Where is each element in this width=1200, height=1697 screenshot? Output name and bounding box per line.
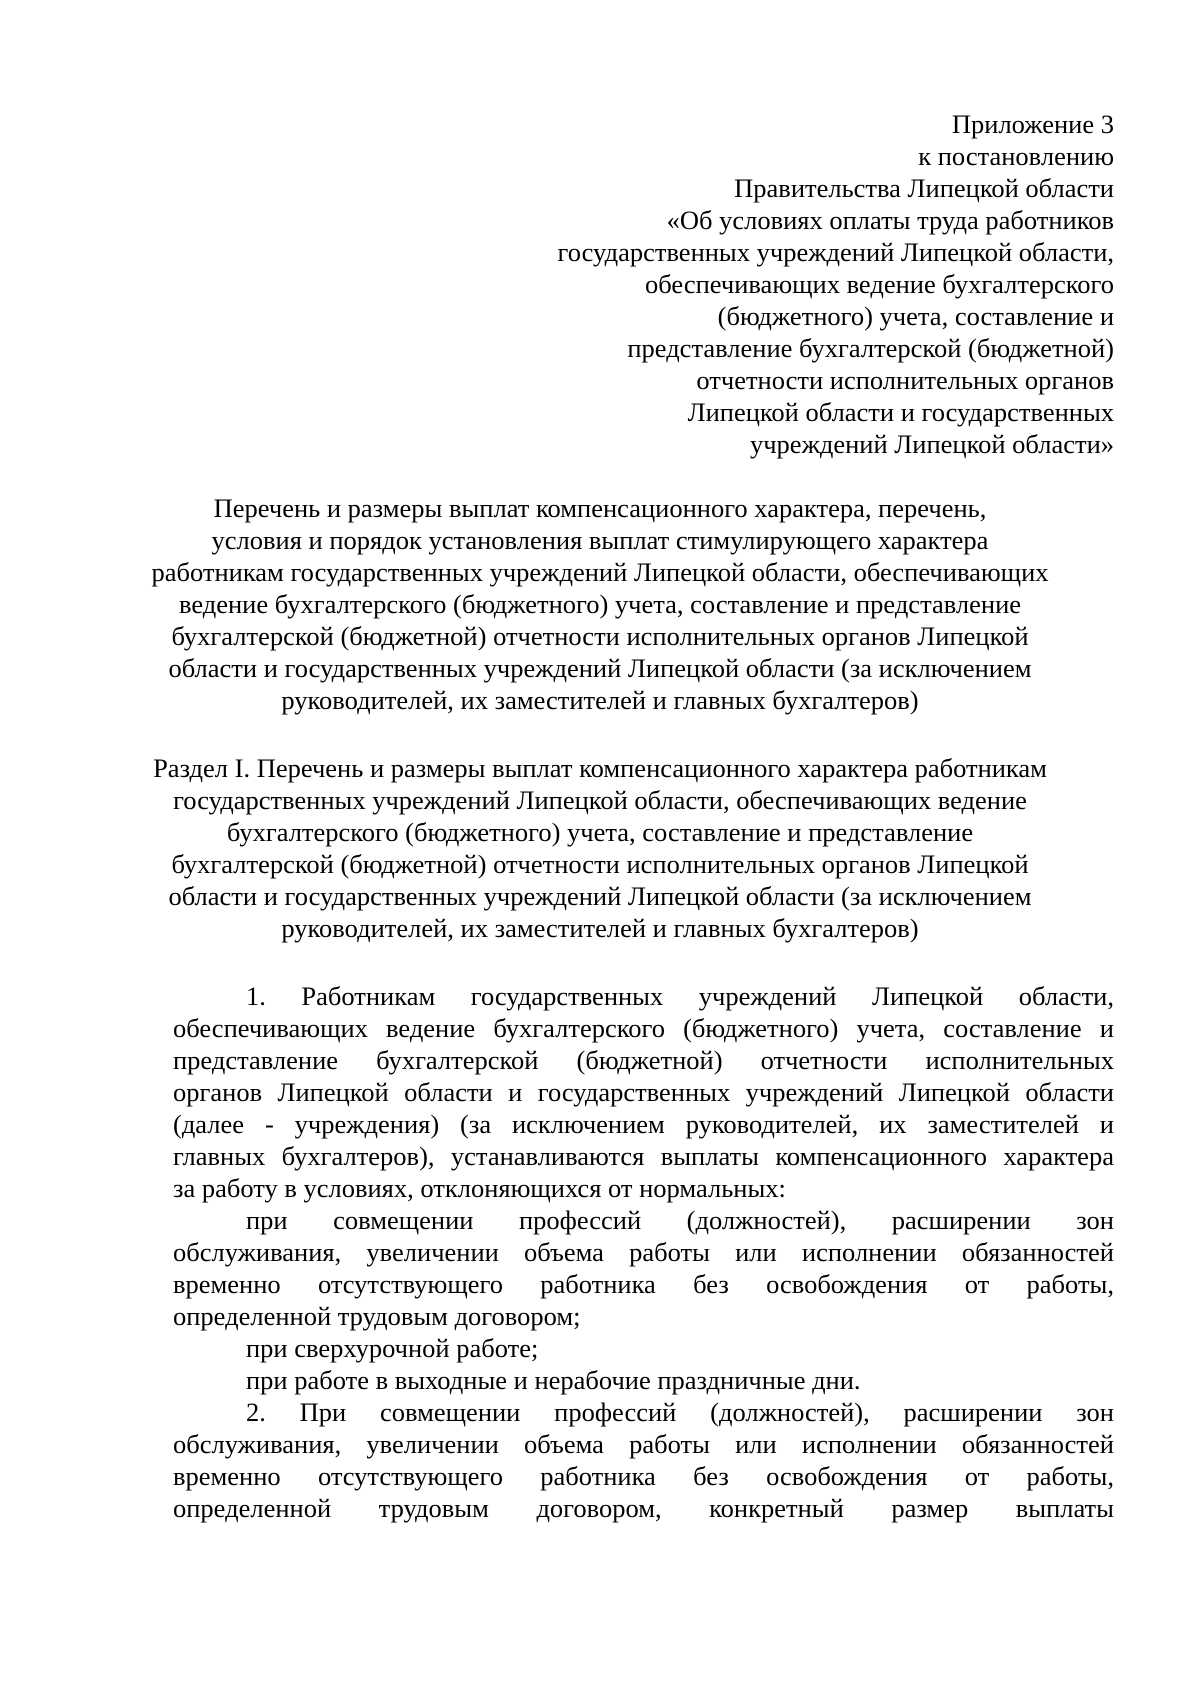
paragraph-line: 2. При совмещении профессий (должностей), расширении зон xyxy=(246,1397,1114,1427)
paragraph-line: определенной трудовым договором, конкретный размер выплаты xyxy=(173,1493,1114,1523)
list-item-overtime: при сверхурочной работе; xyxy=(246,1333,539,1363)
section-heading-line: государственных учреждений Липецкой области, обеспечивающих ведение xyxy=(173,785,1027,815)
paragraph-line: определенной трудовым договором; xyxy=(173,1301,581,1331)
section-heading-line: руководителей, их заместителей и главных бухгалтеров) xyxy=(281,913,919,943)
section-heading-line: бухгалтерской (бюджетной) отчетности исполнительных органов Липецкой xyxy=(171,849,1029,879)
paragraph-line: 1. Работникам государственных учреждений Липецкой области, xyxy=(246,981,1114,1011)
title-line: области и государственных учреждений Липецкой области (за исключением xyxy=(168,653,1032,683)
paragraph-line: временно отсутствующего работника без освобождения от работы, xyxy=(173,1269,1114,1299)
appendix-line: к постановлению xyxy=(918,141,1114,171)
appendix-line: (бюджетного) учета, составление и xyxy=(717,301,1114,331)
appendix-line: Липецкой области и государственных xyxy=(687,397,1114,427)
paragraph-line: (далее - учреждения) (за исключением руководителей, их заместителей и xyxy=(173,1109,1114,1139)
paragraph-line: главных бухгалтеров), устанавливаются выплаты компенсационного характера xyxy=(173,1141,1114,1171)
title-line: ведение бухгалтерского (бюджетного) учета, составление и представление xyxy=(178,589,1022,619)
title-line: работникам государственных учреждений Липецкой области, обеспечивающих xyxy=(151,557,1049,587)
paragraph-line: за работу в условиях, отклоняющихся от нормальных: xyxy=(173,1173,786,1203)
appendix-line: обеспечивающих ведение бухгалтерского xyxy=(645,269,1114,299)
section-heading-line: Раздел I. Перечень и размеры выплат компенсационного характера работникам xyxy=(153,753,1047,783)
section-heading-line: бухгалтерского (бюджетного) учета, составление и представление xyxy=(226,817,974,847)
paragraph-line: обслуживания, увеличении объема работы или исполнении обязанностей xyxy=(173,1237,1114,1267)
section-heading-line: области и государственных учреждений Липецкой области (за исключением xyxy=(168,881,1032,911)
appendix-line: Правительства Липецкой области xyxy=(734,173,1114,203)
paragraph-line: обслуживания, увеличении объема работы или исполнении обязанностей xyxy=(173,1429,1114,1459)
appendix-line: государственных учреждений Липецкой области, xyxy=(557,237,1114,267)
appendix-line: «Об условиях оплаты труда работников xyxy=(666,205,1114,235)
list-item-weekend-work: при работе в выходные и нерабочие праздничные дни. xyxy=(246,1365,861,1395)
paragraph-line: при совмещении профессий (должностей), расширении зон xyxy=(246,1205,1114,1235)
appendix-line: отчетности исполнительных органов xyxy=(696,365,1114,395)
paragraph-line: представление бухгалтерской (бюджетной) отчетности исполнительных xyxy=(173,1045,1114,1075)
paragraph-line: органов Липецкой области и государственных учреждений Липецкой области xyxy=(173,1077,1114,1107)
appendix-line: учреждений Липецкой области» xyxy=(749,429,1114,459)
title-line: условия и порядок установления выплат стимулирующего характера xyxy=(211,525,989,555)
paragraph-line: временно отсутствующего работника без освобождения от работы, xyxy=(173,1461,1114,1491)
appendix-line: Приложение 3 xyxy=(951,109,1114,139)
appendix-line: представление бухгалтерской (бюджетной) xyxy=(627,333,1114,363)
title-line: бухгалтерской (бюджетной) отчетности исполнительных органов Липецкой xyxy=(171,621,1029,651)
title-line: Перечень и размеры выплат компенсационного характера, перечень, xyxy=(213,493,987,523)
paragraph-line: обеспечивающих ведение бухгалтерского (бюджетного) учета, составление и xyxy=(173,1013,1114,1043)
title-line: руководителей, их заместителей и главных бухгалтеров) xyxy=(281,685,919,715)
